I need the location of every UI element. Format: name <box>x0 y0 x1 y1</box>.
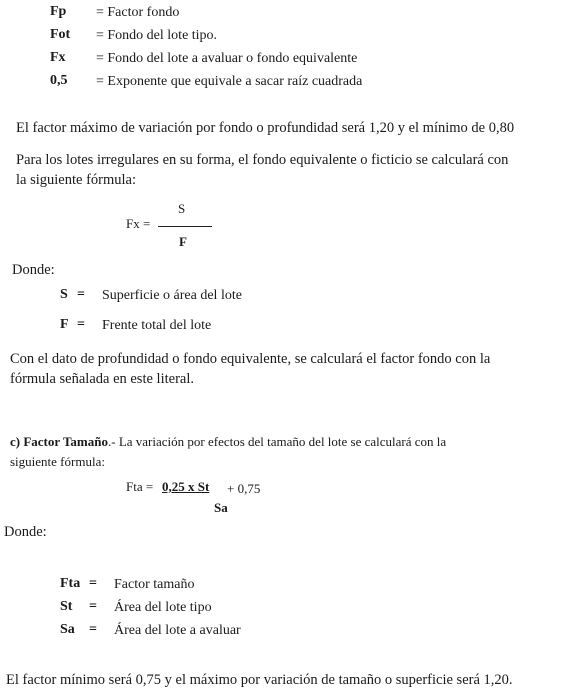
formula-fta-numerator: 0,25 x St <box>162 479 210 494</box>
section-c-heading <box>10 434 446 450</box>
paragraph-irregular-line2: la siguiente fórmula: <box>16 172 136 188</box>
formula-fta-denominator: Sa <box>214 500 228 515</box>
donde1-text-s: Superficie o área del lote <box>102 288 242 303</box>
formula-fta-plus-term: + 0,75 <box>227 481 261 496</box>
donde1-text-f: Frente total del lote <box>102 318 212 333</box>
donde2-symbol-sa: Sa <box>60 622 75 637</box>
paragraph-final: El factor mínimo será 0,75 y el máximo por variación de tamaño o superficie será 1,20. <box>6 672 513 688</box>
formula-fx-numerator: S <box>178 201 186 216</box>
def-text-fp: = Factor fondo <box>96 5 180 20</box>
def-symbol-fp: Fp <box>50 4 67 19</box>
donde2-text-st: Área del lote tipo <box>114 600 212 615</box>
def-text-exp: = Exponente que equivale a sacar raíz cuadrada <box>96 74 363 89</box>
donde1-symbol-f: F <box>60 317 69 332</box>
formula-fx-denominator: F <box>179 234 187 249</box>
section-c-text-line1: .- La variación por efectos del tamaño del lote se calculará con la <box>107 434 447 449</box>
section-c-title: c) Factor Tamaño <box>10 434 108 449</box>
donde1-eq-s: = <box>77 287 85 302</box>
def-text-fot: = Fondo del lote tipo. <box>96 28 218 43</box>
def-text-fx: = Fondo del lote a avaluar o fondo equivalente <box>96 51 358 66</box>
donde2-symbol-fta: Fta <box>60 576 81 591</box>
donde-label-1: Donde: <box>12 262 55 278</box>
formula-fta-lhs: Fta = <box>126 479 154 494</box>
paragraph-factor-max: El factor máximo de variación por fondo o profundidad será 1,20 y el mínimo de 0,80 <box>16 120 515 136</box>
donde-label-2: Donde: <box>4 524 47 540</box>
donde1-symbol-s: S <box>60 287 68 302</box>
formula-fx-lhs: Fx = <box>126 216 151 231</box>
def-symbol-fx: Fx <box>50 50 66 65</box>
donde2-eq-sa: = <box>89 622 97 637</box>
formula-fx-fraction-line <box>158 226 212 227</box>
paragraph-irregular-line1: Para los lotes irregulares en su forma, el fondo equivalente o ficticio se calculará con <box>16 152 509 168</box>
donde2-text-sa: Área del lote a avaluar <box>114 623 241 638</box>
donde2-eq-fta: = <box>89 576 97 591</box>
donde2-text-fta: Factor tamaño <box>114 577 195 592</box>
donde2-symbol-st: St <box>60 599 73 614</box>
paragraph-profundidad-line1: Con el dato de profundidad o fondo equivalente, se calculará el factor fondo con la <box>10 351 491 367</box>
def-symbol-exp: 0,5 <box>50 73 68 88</box>
donde2-eq-st: = <box>89 599 97 614</box>
def-symbol-fot: Fot <box>50 27 71 42</box>
donde1-eq-f: = <box>77 317 85 332</box>
paragraph-profundidad-line2: fórmula señalada en este literal. <box>10 371 194 387</box>
section-c-text-line2: siguiente fórmula: <box>10 454 105 469</box>
